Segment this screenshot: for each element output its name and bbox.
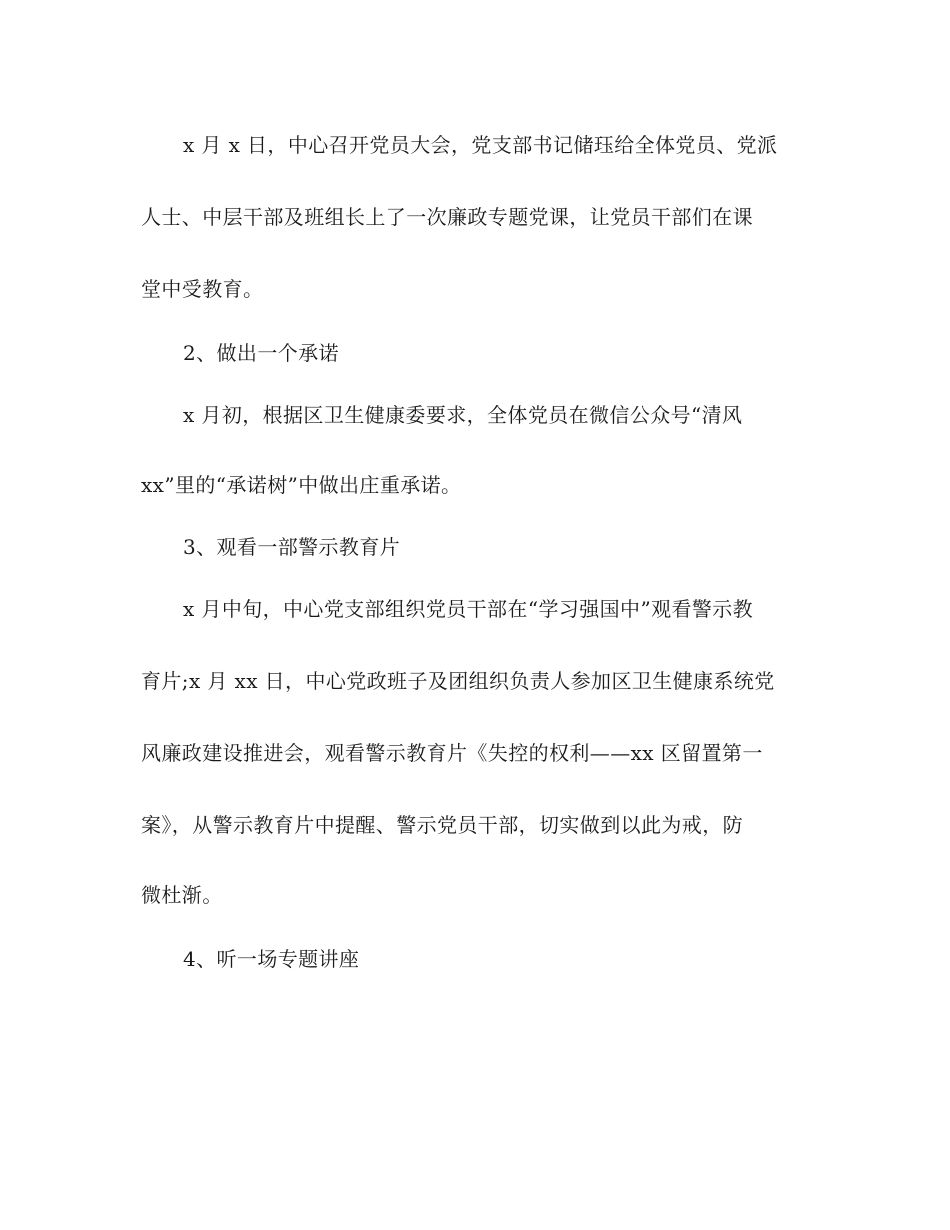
heading-4: 4、听一场专题讲座 [183,947,360,971]
paragraph-3-line-4: 案》，从警示教育片中提醒、警示党员干部，切实做到以此为戒，防 [141,813,743,837]
paragraph-3-line-1: x 月中旬，中心党支部组织党员干部在“学习强国中”观看警示教 [183,597,754,621]
paragraph-2-line-2: xx”里的“承诺树”中做出庄重承诺。 [141,473,462,497]
paragraph-2-line-1: x 月初，根据区卫生健康委要求，全体党员在微信公众号“清风 [183,403,743,427]
paragraph-3-line-5: 微杜渐。 [141,883,223,907]
paragraph-3-line-3: 风廉政建设推进会，观看警示教育片《失控的权利——xx 区留置第一 [141,741,763,765]
paragraph-3-line-2: 育片;x 月 xx 日，中心党政班子及团组织负责人参加区卫生健康系统党 [141,669,775,693]
paragraph-1-line-2: 人士、中层干部及班组长上了一次廉政专题党课，让党员干部们在课 [141,205,753,229]
heading-2: 2、做出一个承诺 [183,341,339,365]
paragraph-1-line-3: 堂中受教育。 [141,277,264,301]
heading-3: 3、观看一部警示教育片 [183,535,401,559]
paragraph-1-line-1: x 月 x 日，中心召开党员大会，党支部书记储珏给全体党员、党派 [183,133,778,157]
